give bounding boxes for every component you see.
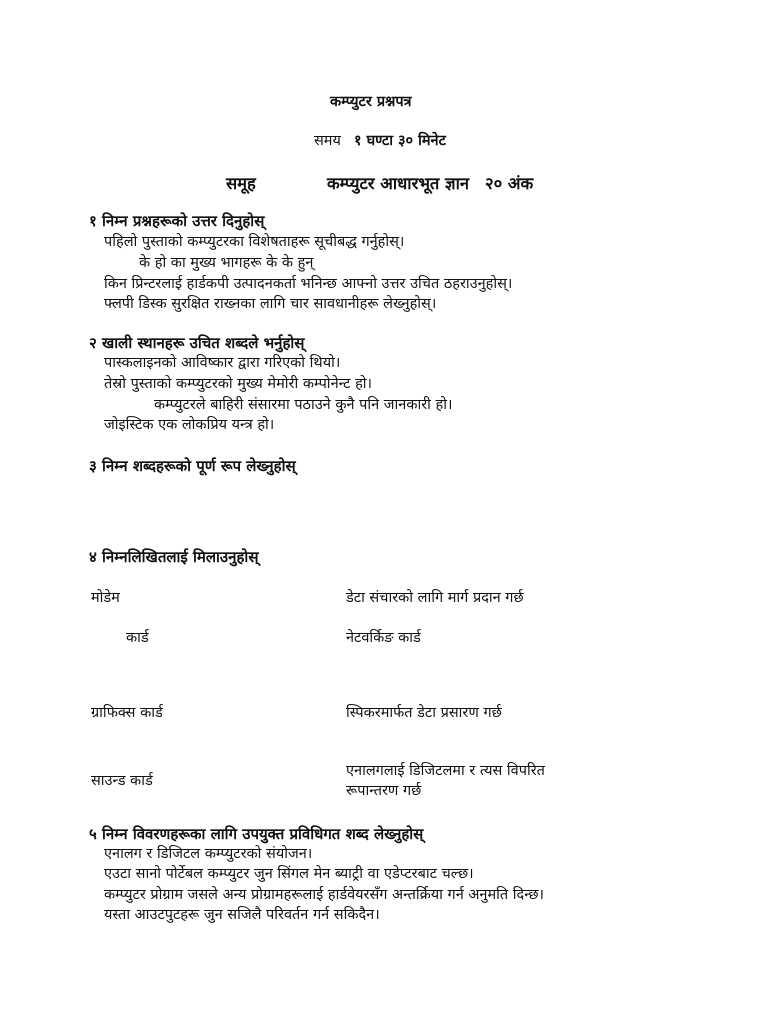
time-value: १ घण्टा ३० मिनेट — [354, 133, 446, 149]
section-2-item-1: पास्कलाइनको आविष्कार द्वारा गरिएको थियो। — [104, 355, 341, 371]
section-5-item-1: एनालग र डिजिटल कम्प्युटरको संयोजन। — [104, 846, 313, 862]
match-right-1: डेटा संचारको लागि मार्ग प्रदान गर्छ — [346, 590, 524, 606]
section-2-item-3: कम्प्युटरले बाहिरी संसारमा पठाउने कुनै पनि जानकारी हो। — [154, 397, 453, 413]
section-2-heading: २ खाली स्थानहरू उचित शब्दले भर्नुहोस् — [89, 334, 305, 352]
section-5-item-2: एउटा सानो पोर्टेबल कम्प्युटर जुन सिंगल मेन ब्याट्री वा एडेप्टरबाट चल्छ। — [104, 866, 474, 882]
match-left-4: साउन्ड कार्ड — [91, 773, 153, 789]
section-5-item-4: यस्ता आउटपुटहरू जुन सजिलै परिवर्तन गर्न सकिदैन। — [104, 907, 380, 923]
section-1-item-1: पहिलो पुस्ताको कम्प्युटरका विशेषताहरू सूचीबद्ध गर्नुहोस्। — [104, 234, 405, 250]
group-subject: कम्प्युटर आधारभूत ज्ञान — [327, 174, 470, 193]
section-3-heading: ३ निम्न शब्दहरूको पूर्ण रूप लेख्नुहोस् — [89, 457, 296, 475]
match-right-3: स्पिकरमार्फत डेटा प्रसारण गर्छ — [346, 705, 502, 721]
match-right-4-line-2: रूपान्तरण गर्छ — [346, 783, 422, 799]
section-1-heading: १ निम्न प्रश्नहरूको उत्तर दिनुहोस् — [89, 212, 265, 230]
section-1-item-3: किन प्रिन्टरलाई हार्डकपी उत्पादनकर्ता भनिन्छ आफ्नो उत्तर उचित ठहराउनुहोस्। — [104, 276, 513, 292]
section-1-item-2: के हो का मुख्य भागहरू के के हुन् — [139, 255, 314, 271]
section-2-item-2: तेस्रो पुस्ताको कम्प्युटरको मुख्य मेमोरी कम्पोनेन्ट हो। — [104, 376, 373, 392]
paper-title: कम्प्युटर प्रश्नपत्र — [330, 94, 412, 110]
match-left-1: मोडेम — [91, 590, 120, 606]
section-4-heading: ४ निम्नलिखितलाई मिलाउनुहोस् — [89, 548, 259, 566]
match-left-3: ग्राफिक्स कार्ड — [91, 705, 163, 721]
time-label: समय — [314, 133, 341, 149]
group-label: समूह — [226, 174, 256, 193]
section-1-item-4: फ्लपी डिस्क सुरक्षित राख्नका लागि चार सावधानीहरू लेख्नुहोस्। — [104, 296, 437, 312]
match-right-4-line-1: एनालगलाई डिजिटलमा र त्यस विपरित — [346, 763, 545, 779]
match-left-2: कार्ड — [126, 630, 149, 646]
match-right-2: नेटवर्किङ कार्ड — [346, 630, 421, 646]
section-2-item-4: जोइस्टिक एक लोकप्रिय यन्त्र हो। — [104, 417, 275, 433]
section-5-item-3: कम्प्युटर प्रोग्राम जसले अन्य प्रोग्रामहरूलाई हार्डवेयरसँग अन्तर्क्रिया गर्न अनुमति दिन्छ। — [104, 887, 545, 903]
section-5-heading: ५ निम्न विवरणहरूका लागि उपयुक्त प्रविधिगत शब्द लेख्नुहोस् — [89, 825, 424, 843]
group-marks: २० अंक — [485, 174, 534, 193]
